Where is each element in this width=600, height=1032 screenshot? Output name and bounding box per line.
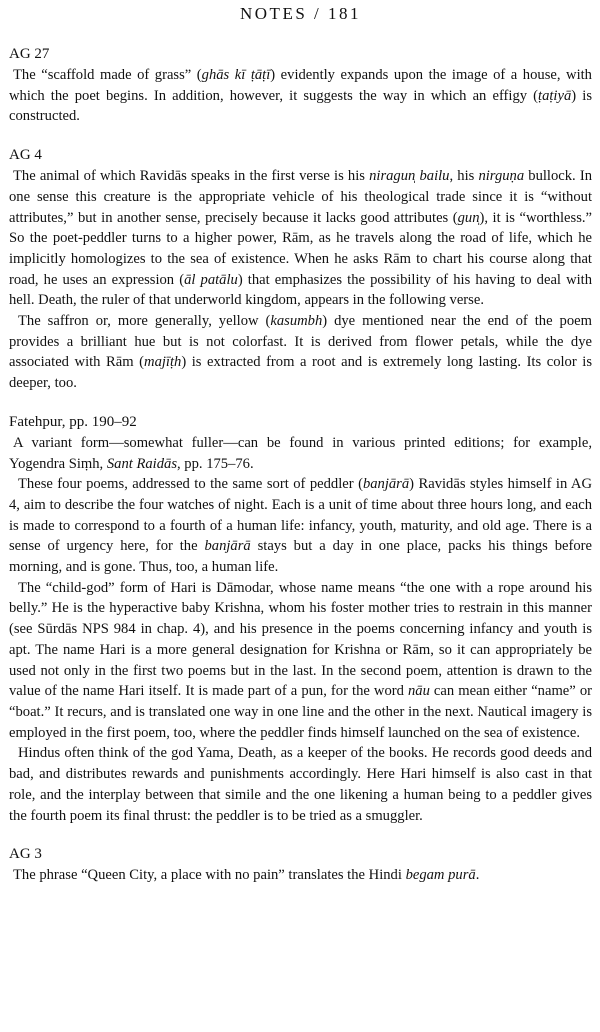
note-paragraph: Hindus often think of the god Yama, Death, as a keeper of the books. He records good deeds and bad, and distributes rewards and punishments accordingly. Here Hari himself is also cast in that role, and the interplay between that simile and the one likening a human being to a peddler gives the fourth poem its final thrust: the peddler is to be tried as a smuggler. bbox=[9, 745, 592, 824]
section-label: Fatehpur, pp. 190–92 bbox=[9, 413, 137, 430]
note-paragraph: The “child-god” form of Hari is Dāmodar, whose name means “the one with a rope around his belly.” He is the hyperactive baby Krishna, whom his foster mother tries to restrain in this manner (see Sūrdās NPS 984 in chap. 4), and his presence in the poems concerning infancy and youth is apt. The name Hari is a more general designation for Krishna or Rām, so it can appropriately be used not only in the first two poems but in the last. In the second poem, attention is drawn to the value of the name Hari itself. It is made part of a pun, for the word nāu can mean either “name” or “boat.” It recurs, and is translated one way in one line and the other in the next. Nautical imagery is employed in the first poem, too, where the peddler finds himself launched on the sea of existence. bbox=[9, 579, 592, 741]
running-head: NOTES / 181 bbox=[240, 4, 361, 23]
note-paragraph: The animal of which Ravidās speaks in the first verse is his niragun̩ bailu, his nirguṇa bullock. In one sense this creature is the appropriate vehicle of his theological trade since it is “without attributes,” but in another sense, precisely because it lacks good attributes (gun̩), it is “worthless.” So the poet-peddler turns to a higher power, Rām, as he travels along the road of life, which he implicitly homologizes to the sea of existence. When he asks Rām to chart his course along that road, he uses an expression (āl patālu) that emphasizes the possibility of his having to deal with hell. Death, the ruler of that underworld kingdom, appears in the following verse. bbox=[9, 168, 593, 309]
note-paragraph: These four poems, addressed to the same sort of peddler (banjārā) Ravidās styles himself in AG 4, aim to describe the four watches of night. Each is a unit of time about three hours long, and each is made to correspond to a fourth of a human life: infancy, youth, maturity, and old age. There is a sense of urgency here, for the banjārā stays but a day in one place, packs his things before morning, and is gone. Thus, too, a human life. bbox=[9, 476, 592, 576]
section-label: AG 27 bbox=[9, 46, 50, 62]
note-section-fatehpur bbox=[9, 412, 592, 826]
note-paragraph: A variant form—somewhat fuller—can be found in various printed editions; for example, Yogendra Siṃh, Sant Raidās, pp. 175–76. bbox=[9, 434, 592, 472]
note-paragraph: The saffron or, more generally, yellow (kasumbh) dye mentioned near the end of the poem provides a brilliant hue but is not colorfast. It is derived from flower petals, while the dye associated with Rām (majīṭh) is extracted from a root and is extremely long lasting. Its color is deeper, too. bbox=[9, 313, 592, 392]
section-label: AG 4 bbox=[9, 147, 42, 164]
note-paragraph: The phrase “Queen City, a place with no pain” translates the Hindi begam purā. bbox=[13, 867, 480, 884]
note-paragraph: The “scaffold made of grass” (ghās kī ṭāṭī) evidently expands upon the image of a house, with which the poet begins. In addition, however, it suggests the way in which an effigy (ṭaṭiyā) is constructed. bbox=[9, 67, 592, 125]
note-section-ag27 bbox=[9, 44, 592, 127]
note-section-ag4 bbox=[9, 145, 592, 394]
note-section-ag3 bbox=[9, 844, 592, 886]
section-label: AG 3 bbox=[9, 846, 42, 863]
